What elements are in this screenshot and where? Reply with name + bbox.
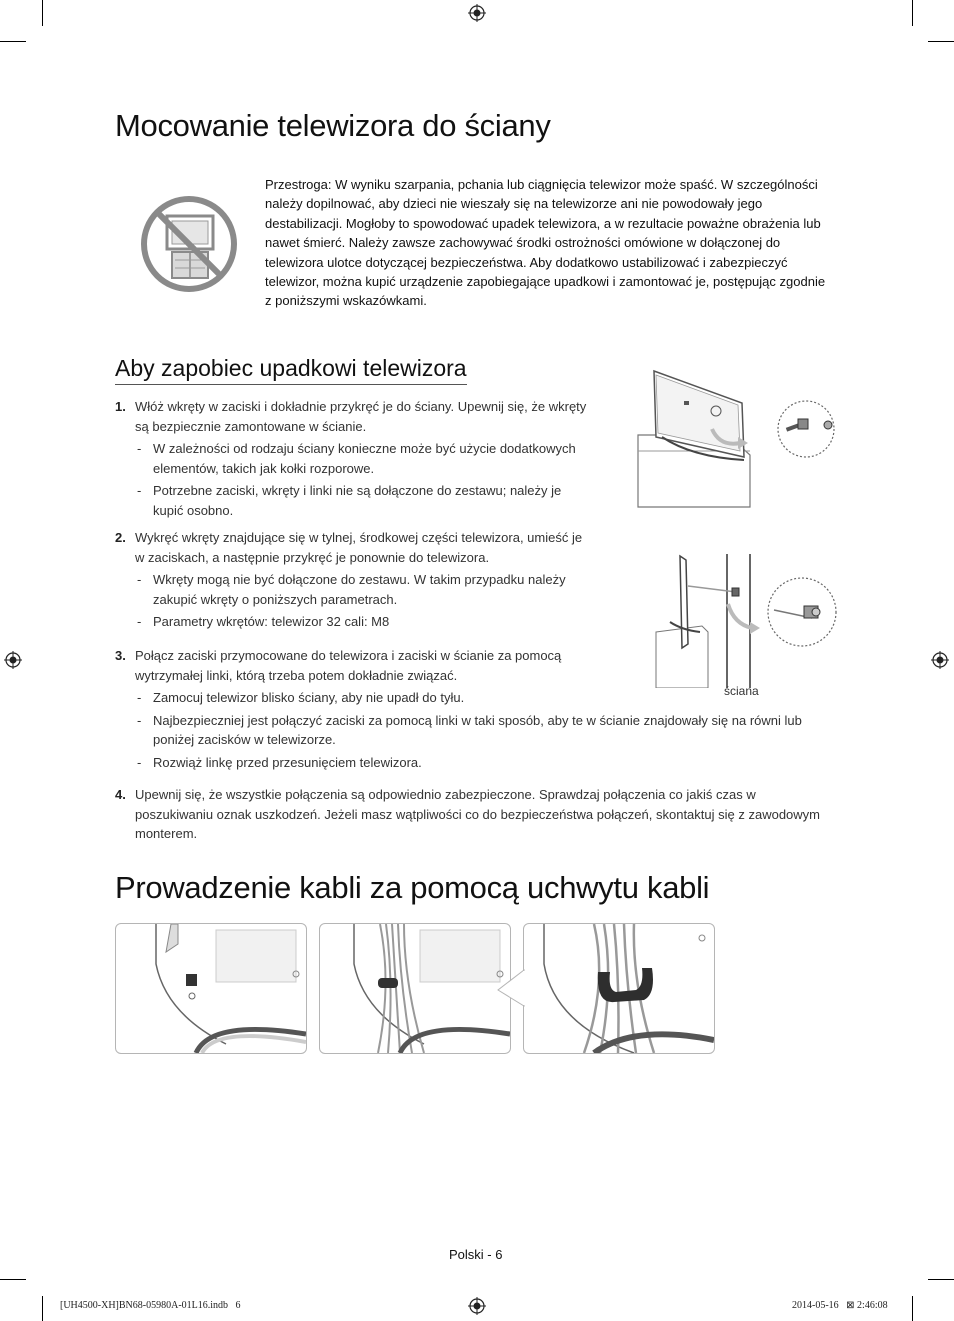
step-item [115, 397, 587, 520]
cable-clip-detail-illustration [523, 923, 715, 1054]
crop-mark [0, 41, 26, 42]
crop-mark [928, 1279, 954, 1280]
crop-mark [928, 41, 954, 42]
crop-mark [912, 0, 913, 26]
step-text: Wykręć wkręty znajdujące się w tylnej, środkowej części telewizora, umieść je w zaciskach, a następnie przykręć je ponownie do telewizora. [135, 530, 583, 565]
crosshair-register-icon [468, 1297, 486, 1315]
step-note: - Rozwiąż linkę przed przesunięciem telewizora. [137, 754, 422, 770]
cable-step-illustration [319, 923, 511, 1054]
cable-step-illustration [115, 923, 307, 1054]
zoom-pointer [496, 968, 526, 1008]
wall-label: ściana [724, 684, 759, 698]
file-info: [UH4500-XH]BN68-05980A-01L16.indb 6 [60, 1300, 241, 1311]
print-date: 2014-05-16 ⊠ 2:46:08 [792, 1300, 888, 1311]
crosshair-register-icon [931, 651, 949, 669]
step-note: - Najbezpieczniej jest połączyć zaciski za pomocą linki w taki sposób, aby te w ścianie znajdowały się na równi lub poniżej zacisków w telewizorze. [137, 712, 802, 747]
step-note: - Wkręty mogą nie być dołączone do zestawu. W takim przypadku należy zakupić wkręty o poniższych parametrach. [137, 572, 566, 607]
crop-mark [42, 0, 43, 26]
step-number: 2. [115, 530, 126, 545]
crosshair-register-icon [468, 4, 486, 22]
steps-list-top [115, 397, 587, 632]
page-number: Polski - 6 [449, 1247, 503, 1262]
tv-anchor-illustration [632, 365, 844, 513]
no-climbing-prohibition-icon [139, 194, 239, 294]
step-note: - Parametry wkrętów: telewizor 32 cali: M8 [137, 614, 390, 629]
step-item [115, 785, 835, 844]
section-subtitle: Aby zapobiec upadkowi telewizora [115, 355, 467, 385]
step-note: - Potrzebne zaciski, wkręty i linki nie są dołączone do zestawu; należy je kupić osobno. [137, 483, 562, 518]
step-number: 3. [115, 648, 126, 663]
crop-mark [912, 1296, 913, 1321]
section-title: Prowadzenie kabli za pomocą uchwytu kabli [115, 870, 710, 905]
crop-mark [42, 1296, 43, 1321]
step-text: Włóż wkręty w zaciski i dokładnie przykręć je do ściany. Upewnij się, że wkręty są bezpiecznie zamontowane w ścianie. [135, 399, 587, 434]
step-number: 1. [115, 399, 126, 414]
crosshair-register-icon [4, 651, 22, 669]
crop-mark [0, 1279, 26, 1280]
step-note: - W zależności od rodzaju ściany konieczne może być użycie dodatkowych elementów, takich jak kołki rozporowe. [137, 441, 576, 476]
step-text: Połącz zaciski przymocowane do telewizora i zaciski w ścianie za pomocą wytrzymałej linki, którą trzeba potem dokładnie związać. [135, 648, 562, 683]
step-item [115, 528, 587, 632]
caution-paragraph: Przestroga: W wyniku szarpania, pchania lub ciągnięcia telewizor może spaść. W szczególności należy dopilnować, aby dzieci nie wieszały się na telewizorze ani nie powodowały jego destabilizacji. Mogłoby to spowodować upadek telewizora, a w rezultacie poważne obrażenia lub nawet śmierć. Należy zawsze zachowywać środki ostrożności omówione w dołączonej do telewizora ulotce dotyczącej bezpieczeństwa. Aby dodatkowo ustabilizować i zabezpieczyć telewizor, można kupić urządzenie zapobiegające upadkowi i zamontować je, postępując zgodnie z poniższymi wskazówkami. [265, 177, 826, 309]
step-note: - Zamocuj telewizor blisko ściany, aby nie upadł do tyłu. [137, 690, 465, 705]
tv-wall-side-illustration [652, 552, 842, 688]
page-title: Mocowanie telewizora do ściany [115, 108, 551, 143]
step-number: 4. [115, 787, 126, 802]
step-text: Upewnij się, że wszystkie połączenia są odpowiednio zabezpieczone. Sprawdzaj połączenia co jakiś czas w poszukiwaniu oznak uszkodzeń. Jeżeli masz wątpliwości co do bezpieczeństwa połączeń, skontaktuj się z zawodowym monterem. [135, 787, 821, 841]
